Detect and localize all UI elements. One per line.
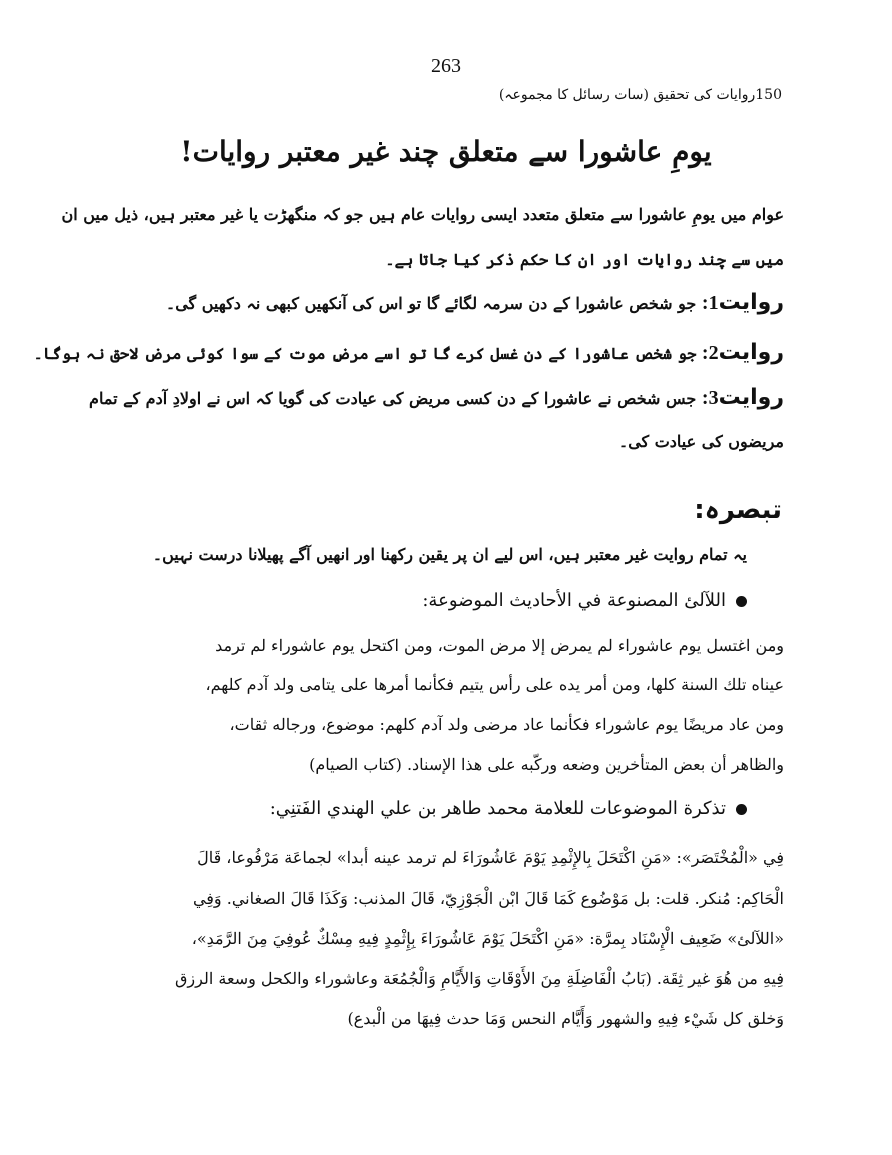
source-2-line-5: وَخلق كل شَيْء فِيهِ والشهور وَأَيَّام النحس وَمَا حدث فِيهَا من الْبدع) (347, 1009, 784, 1028)
narration-1 (100, 290, 784, 315)
source-1-line-3: ومن عاد مريضًا يوم عاشوراء فكأنما عاد مرضى ولد آدم كلهم: موضوع، ورجاله ثقات، (229, 715, 784, 734)
bullet-icon (736, 596, 747, 607)
narration-3 (89, 385, 784, 410)
narration-label: روایت (718, 340, 784, 365)
narration-number: 2: (701, 342, 719, 364)
intro-line-2: میں سے چند روایات اور ان کا حکم ذکر کیا جاتا ہے۔ (385, 250, 784, 269)
bullet-icon (736, 804, 747, 815)
narration-text: جو شخص عاشورا کے دن سرمہ لگائے گا تو اس کی آنکھیں کبھی نہ دکھیں گی۔ (165, 294, 697, 313)
narration-label: روایت (718, 290, 784, 315)
source-2-line-2: الْحَاكِم: مُنكر. قلت: بل مَوْضُوع كَمَا قَالَ ابْن الْجَوْزِيّ، قَالَ المذنب: وَكَذَا قَالَ الصغاني. وَفِي (192, 889, 784, 908)
page-number: 263 (431, 55, 461, 77)
source-2-line-3: «اللآلئ» ضَعِيف الْإِسْنَاد بِمرَّة: «مَنِ اكْتَحَلَ يَوْمَ عَاشُورَاءَ بِإِثْمِدٍ فِيهِ مِسْكٌ عُوفِيَ مِنَ الرَّمَدِ»، (191, 929, 784, 948)
narration-label: روایت (718, 385, 784, 410)
source-2-title (270, 798, 747, 819)
source-title-text: تذكرة الموضوعات للعلامة محمد طاهر بن علي الهندي الفَتنِي: (269, 798, 726, 819)
commentary-text: یہ تمام روایت غیر معتبر ہیں، اس لیے ان پر یقین رکھنا اور انھیں آگے پھیلانا درست نہیں۔ (152, 545, 747, 564)
running-header: 150روایات کی تحقیق (سات رسائل کا مجموعہ) (498, 87, 782, 103)
narration-3-continuation: مریضوں کی عیادت کی۔ (618, 432, 784, 451)
narration-number: 1: (701, 292, 719, 314)
source-1-title (422, 590, 747, 611)
source-1-line-1: ومن اغتسل يوم عاشوراء لم يمرض إلا مرض الموت، ومن اكتحل يوم عاشوراء لم ترمد (215, 636, 784, 655)
source-2-line-4: فِيهِ من هُوَ غير ثِقَة. (بَابُ الْفَاضِلَةِ مِنَ الأَوْقَاتِ وَالأَيَّامِ وَالْجُمُعَة وعاشوراء والكحل وسعة الرزق (175, 969, 784, 988)
intro-line-1: عوام میں یومِ عاشورا سے متعلق متعدد ایسی روایات عام ہیں جو کہ منگھڑت یا غیر معتبر ہیں، ذیل میں ان (61, 205, 784, 224)
source-1-line-2: عيناه تلك السنة كلها، ومن أمر يده على رأس يتيم فكأنما أمرها على يتامى ولد آدم كلهم، (205, 675, 784, 694)
narration-2 (33, 340, 784, 365)
source-title-text: اللآلئ المصنوعة في الأحاديث الموضوعة: (422, 590, 726, 611)
narration-number: 3: (701, 387, 719, 409)
source-2-line-1: فِي «الْمُخْتَصَر»: «مَنِ اكْتَحَلَ بِالإِثْمِدِ يَوْمَ عَاشُورَاءَ لم ترمد عينه أبدا» لجماعَة مَرْفُوعا، قَالَ (197, 848, 784, 867)
commentary-heading: تبصرہ: (694, 495, 782, 525)
page-title: یومِ عاشورا سے متعلق چند غیر معتبر روایات! (180, 135, 712, 168)
narration-text: جس شخص نے عاشورا کے دن کسی مریض کی عیادت کی گویا کہ اس نے اولادِ آدم کے تمام (89, 389, 697, 408)
narration-text: جو شخص عاشورا کے دن غسل کرے گا تو اسے مرضِ موت کے سوا کوئی مرض لاحق نہ ہوگا۔ (33, 344, 697, 363)
source-1-line-4: والظاهر أن بعض المتأخرين وضعه وركّبه على هذا الإسناد. (كتاب الصيام) (309, 755, 784, 774)
